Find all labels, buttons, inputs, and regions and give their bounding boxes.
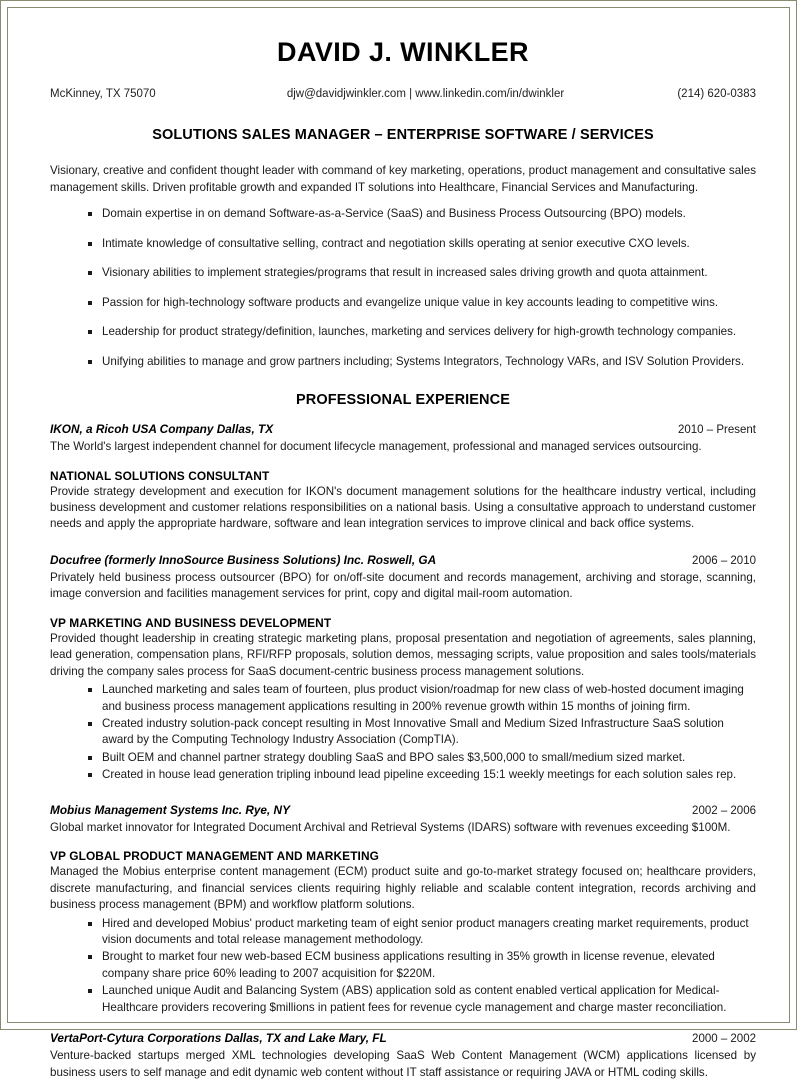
contact-row	[50, 88, 756, 102]
list-item: Hired and developed Mobius' product marketing team of eight senior product managers creating market requirements, product vision documents and total release management methodology.	[50, 916, 756, 949]
job-role-summary: Managed the Mobius enterprise content management (ECM) product suite and go-to-market strategy focused on; healthcare providers, discrete manufacturing, and financial services clients requiring highly reliable and scalable content integration, records archiving and business process management (BPM) and workflow platform solutions.	[50, 865, 756, 912]
list-item: Brought to market four new web-based ECM business applications resulting in 35% growth in license revenue, elevated company share price 60% leading to 2007 acquisition for $220M.	[50, 949, 756, 982]
list-item: Intimate knowledge of consultative selling, contract and negotiation skills operating at senior executive CXO levels.	[50, 236, 756, 252]
list-item: Launched marketing and sales team of fourteen, plus product vision/roadmap for new class of web-hosted document imaging and business process management applications resulting in 200% revenue growth within 15 months of joining firm.	[50, 682, 756, 715]
job-dates: 2002 – 2006	[692, 804, 756, 817]
list-item: Built OEM and channel partner strategy doubling SaaS and BPO sales $3,500,000 to small/medium sized market.	[50, 750, 756, 766]
job-company-description: Venture-backed startups merged XML technologies developing SaaS Web Content Management (WCM) applications licensed by business users to self manage and edit dynamic web content without IT staff assistance or requiring JAVA or HTML coding skills.	[50, 1049, 756, 1079]
job-company: Docufree (formerly InnoSource Business Solutions) Inc. Roswell, GA	[50, 552, 437, 567]
job-bullet-list	[50, 682, 756, 784]
job-entry-vertaport-cytura	[50, 1031, 756, 1081]
job-company: IKON, a Ricoh USA Company Dallas, TX	[50, 422, 274, 437]
job-title: VP MARKETING AND BUSINESS DEVELOPMENT	[50, 615, 332, 630]
spacer	[50, 1017, 756, 1031]
job-company-description: Global market innovator for Integrated Document Archival and Retrieval Systems (IDARS) software with revenues exceeding $100M.	[50, 820, 731, 834]
job-dates: 2010 – Present	[677, 424, 756, 437]
list-item: Unifying abilities to manage and grow partners including; Systems Integrators, Technology VARs, and ISV Solution Providers.	[50, 354, 756, 370]
job-entry-mobius	[50, 803, 756, 1016]
list-item: Created in house lead generation tripling inbound lead pipeline exceeding 15:1 weekly meetings for each solution sales rep.	[50, 767, 756, 783]
list-item: Leadership for product strategy/definition, launches, marketing and services delivery for high-growth technology companies.	[50, 324, 756, 340]
job-header	[50, 1031, 756, 1047]
job-company: VertaPort-Cytura Corporations Dallas, TX and Lake Mary, FL	[50, 1031, 387, 1046]
job-bullet-list	[50, 916, 756, 1017]
list-item: Domain expertise in on demand Software-as-a-Service (SaaS) and Business Process Outsourcing (BPO) models.	[50, 206, 756, 222]
job-role-summary: Provide strategy development and execution for IKON's document management solutions for the healthcare industry vertical, including business development and customer relations responsibilities on a national basis. Using a consultative approach to understand customer needs and apply the appropriate hardware, software and lean integration services to improve clinical and back office systems.	[50, 484, 756, 531]
job-dates: 2000 – 2002	[692, 1033, 756, 1046]
job-header	[50, 422, 756, 438]
list-item: Launched unique Audit and Balancing System (ABS) application sold as content enabled vertical application for Medical-Healthcare providers recovering $millions in patient fees for revenue cycle management and charge master reconciliation.	[50, 983, 756, 1016]
job-title: VP GLOBAL PRODUCT MANAGEMENT AND MARKETING	[50, 849, 379, 864]
job-entry-docufree	[50, 553, 756, 784]
list-item: Visionary abilities to implement strategies/programs that result in increased sales driving growth and quota attainment.	[50, 265, 756, 281]
list-item: Passion for high-technology software products and evangelize unique value in key accounts leading to competitive wins.	[50, 295, 756, 311]
candidate-name: DAVID J. WINKLER	[277, 37, 529, 67]
list-item: Created industry solution-pack concept resulting in Most Innovative Small and Medium Sized Infrastructure SaaS solution award by the Computing Technology Industry Association (CompTIA).	[50, 716, 756, 749]
job-dates: 2006 – 2010	[692, 554, 756, 567]
job-company-description: Privately held business process outsourcer (BPO) for on/off-site document and records management, archiving and storage, scanning, image conversion and facilities management services for print, copy and digital mail-room automation.	[50, 570, 756, 601]
job-company-description: The World's largest independent channel for document lifecycle management, professional and managed services outsourcing.	[50, 440, 702, 454]
summary-bullet-list	[50, 206, 756, 370]
job-header	[50, 553, 756, 569]
spacer	[50, 535, 756, 553]
contact-phone: (214) 620-0383	[677, 87, 756, 100]
job-role-summary: Provided thought leadership in creating strategic marketing plans, proposal presentation and negotiation of agreements, sales planning, lead generation, compensation plans, RFI/RFP proposals, solution demos, messaging scripts, value proposition and sales tools/materials driving the company sales process for SaaS document-centric business process management solutions.	[50, 631, 756, 678]
professional-headline: SOLUTIONS SALES MANAGER – ENTERPRISE SOFTWARE / SERVICES	[152, 127, 654, 144]
summary-paragraph: Visionary, creative and confident thought leader with command of key marketing, operations, product management and consultative sales management skills. Driven profitable growth and expanded IT solutions into Healthcare, Financial Services and Manufacturing.	[50, 164, 756, 194]
job-company: Mobius Management Systems Inc. Rye, NY	[50, 802, 290, 817]
spacer	[50, 785, 756, 803]
job-entry-ikon	[50, 422, 756, 533]
job-header	[50, 803, 756, 819]
contact-location: McKinney, TX 75070	[50, 87, 156, 100]
job-title: NATIONAL SOLUTIONS CONSULTANT	[50, 468, 270, 483]
resume-content	[50, 38, 756, 1081]
section-title-professional-experience: PROFESSIONAL EXPERIENCE	[296, 392, 510, 409]
page-inner-border	[7, 7, 790, 1079]
contact-email-linkedin[interactable]: djw@davidjwinkler.com | www.linkedin.com/in/dwinkler	[286, 87, 565, 100]
